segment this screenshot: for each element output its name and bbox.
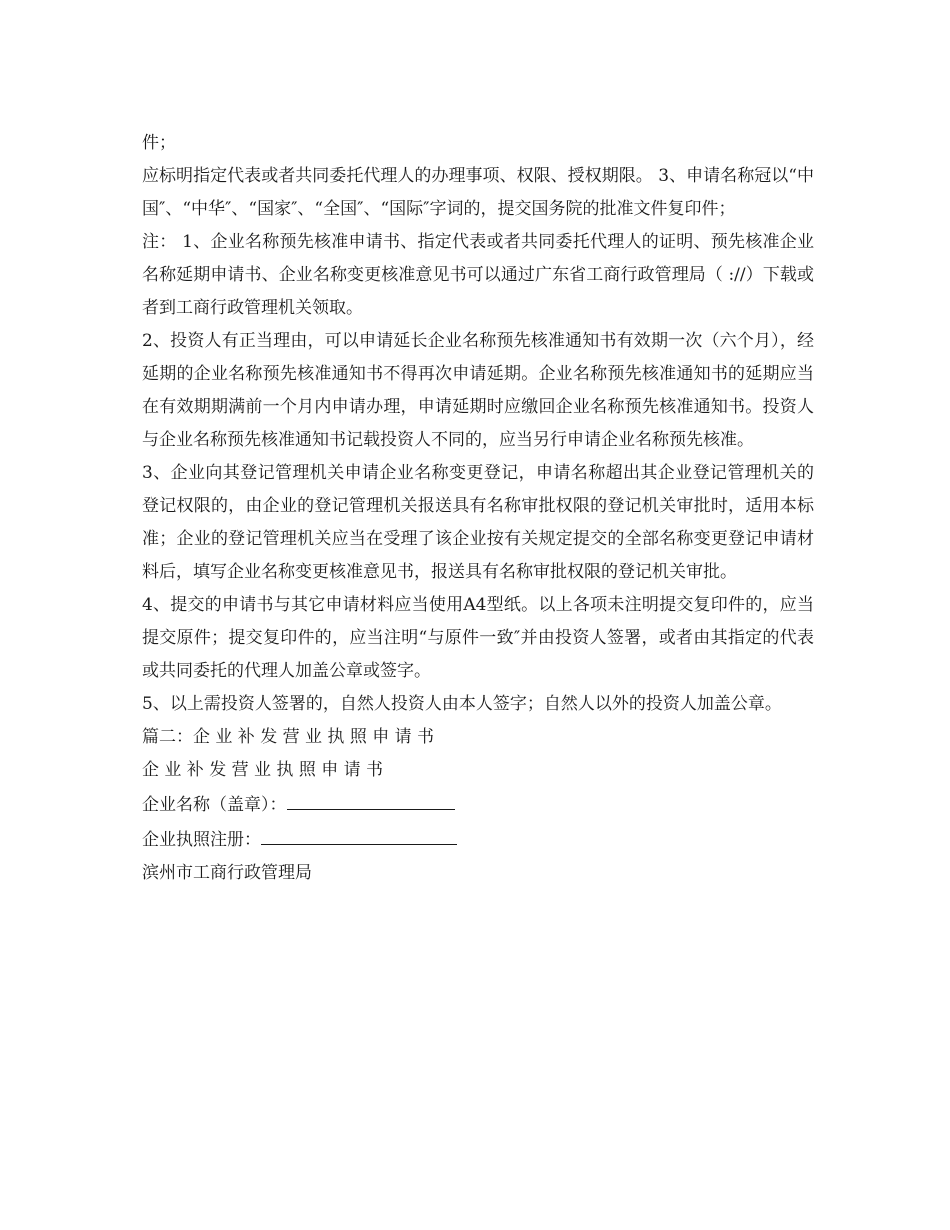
paragraph-note-4: 4、提交的申请书与其它申请材料应当使用A4型纸。以上各项未注明提交复印件的，应当提交原件；提交复印件的，应当注明“与原件一致″并由投资人签署，或者由其指定的代表或共同委托的代理人加盖公章或签字。 <box>142 595 814 681</box>
paragraph-note-2: 2、投资人有正当理由，可以申请延长企业名称预先核准通知书有效期一次（六个月），经延期的企业名称预先核准通知书不得再次申请延期。企业名称预先核准通知书的延期应当在有效期期满前一个月内申请办理，申请延期时应缴回企业名称预先核准通知书。投资人与企业名称预先核准通知书记载投资人不同的，应当另行申请企业名称预先核准。 <box>142 331 814 450</box>
paragraph-1: 件； <box>142 133 176 153</box>
paragraph-note-5: 5、以上需投资人签署的，自然人投资人由本人签字；自然人以外的投资人加盖公章。 <box>142 694 782 714</box>
paragraph-note-1: 注： 1、企业名称预先核准申请书、指定代表或者共同委托代理人的证明、预先核准企业名称延期申请书、企业名称变更核准意见书可以通过广东省工商行政管理局（ ://）下载或者到工商行政管理机关领取。 <box>142 232 814 318</box>
company-name-field <box>142 787 814 822</box>
section-heading: 篇二：企 业 补 发 营 业 执 照 申 请 书 <box>142 727 435 747</box>
license-registration-label: 企业执照注册： <box>142 830 261 850</box>
company-name-label: 企业名称（盖章）： <box>142 795 287 815</box>
paragraph-2: 应标明指定代表或者共同委托代理人的办理事项、权限、授权期限。 3、申请名称冠以“中国″、“中华″、“国家″、“全国″、“国际″字词的，提交国务院的批准文件复印件； <box>142 166 814 219</box>
license-registration-field <box>142 822 814 857</box>
paragraph-note-3: 3、企业向其登记管理机关申请企业名称变更登记，申请名称超出其企业登记管理机关的登记权限的，由企业的登记管理机关报送具有名称审批权限的登记机关审批时，适用本标准；企业的登记管理机关应当在受理了该企业按有关规定提交的全部名称变更登记申请材料后，填写企业名称变更核准意见书，报送具有名称审批权限的登记机关审批。 <box>142 463 814 582</box>
document-page <box>142 127 814 890</box>
company-name-blank <box>287 787 455 810</box>
license-registration-blank <box>261 822 457 845</box>
issuing-authority: 滨州市工商行政管理局 <box>142 863 312 883</box>
document-title: 企 业 补 发 营 业 执 照 申 请 书 <box>142 760 384 780</box>
